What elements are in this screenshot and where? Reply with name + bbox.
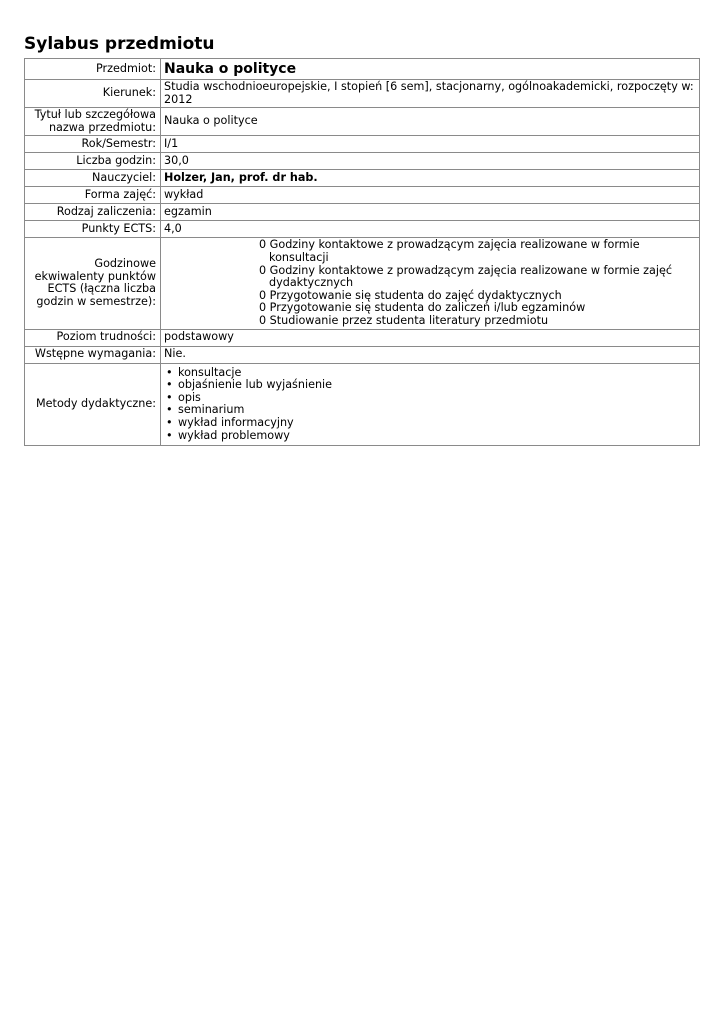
- value-poziom: podstawowy: [161, 329, 700, 346]
- ects-hours-item: 0 Przygotowanie się studenta do zaliczeń i/lub egzaminów: [259, 301, 586, 315]
- list-item: • wykład informacyjny: [166, 417, 696, 430]
- ects-hours-item: 0 Przygotowanie się studenta do zajęć dydaktycznych: [259, 288, 562, 302]
- value-ects: 4,0: [161, 221, 700, 238]
- list-item: • seminarium: [166, 404, 696, 417]
- label-rok: Rok/Semestr:: [25, 136, 161, 153]
- row-godziny: [25, 153, 700, 170]
- syllabus-table: [24, 58, 700, 446]
- list-item: • wykład problemowy: [166, 430, 696, 443]
- row-rok: [25, 136, 700, 153]
- value-forma: wykład: [161, 187, 700, 204]
- label-poziom: Poziom trudności:: [25, 329, 161, 346]
- value-rok: I/1: [161, 136, 700, 153]
- row-przedmiot: [25, 59, 700, 80]
- row-kierunek: [25, 80, 700, 108]
- row-zaliczenie: [25, 204, 700, 221]
- ects-hours-item: 0 Godziny kontaktowe z prowadzącym zajęcia realizowane w formie konsultacji: [259, 238, 640, 264]
- value-metody: [161, 363, 700, 446]
- row-ekwiwalenty: [25, 238, 700, 329]
- label-przedmiot: Przedmiot:: [25, 59, 161, 80]
- list-item: • objaśnienie lub wyjaśnienie: [166, 379, 696, 392]
- row-tytul: [25, 108, 700, 136]
- label-metody: Metody dydaktyczne:: [25, 363, 161, 446]
- value-ekwiwalenty: [161, 238, 700, 329]
- value-kierunek: Studia wschodnioeuropejskie, I stopień [6 sem], stacjonarny, ogólnoakademicki, rozpoczęty w: 2012: [161, 80, 700, 108]
- row-ects: [25, 221, 700, 238]
- label-kierunek: Kierunek:: [25, 80, 161, 108]
- value-wymagania: Nie.: [161, 346, 700, 363]
- label-zaliczenie: Rodzaj zaliczenia:: [25, 204, 161, 221]
- row-nauczyciel: [25, 170, 700, 187]
- row-forma: [25, 187, 700, 204]
- page-title: Sylabus przedmiotu: [24, 34, 215, 54]
- row-poziom: [25, 329, 700, 346]
- list-item: • opis: [166, 392, 696, 405]
- label-wymagania: Wstępne wymagania:: [25, 346, 161, 363]
- value-przedmiot: Nauka o polityce: [161, 59, 700, 80]
- label-godziny: Liczba godzin:: [25, 153, 161, 170]
- methods-list: [164, 364, 696, 446]
- ects-hours-item: 0 Studiowanie przez studenta literatury przedmiotu: [259, 313, 549, 327]
- label-ekwiwalenty: Godzinowe ekwiwalenty punktów ECTS (łączna liczba godzin w semestrze):: [25, 238, 161, 329]
- label-ects: Punkty ECTS:: [25, 221, 161, 238]
- value-zaliczenie: egzamin: [161, 204, 700, 221]
- label-forma: Forma zajęć:: [25, 187, 161, 204]
- row-wymagania: [25, 346, 700, 363]
- value-godziny: 30,0: [161, 153, 700, 170]
- label-nauczyciel: Nauczyciel:: [25, 170, 161, 187]
- ects-hours-list: [161, 238, 699, 328]
- label-tytul: Tytuł lub szczegółowa nazwa przedmiotu:: [25, 108, 161, 136]
- row-metody: [25, 363, 700, 446]
- ects-hours-item: 0 Godziny kontaktowe z prowadzącym zajęcia realizowane w formie zajęć dydaktycznych: [259, 263, 673, 290]
- value-tytul: Nauka o polityce: [161, 108, 700, 136]
- value-nauczyciel: Holzer, Jan, prof. dr hab.: [161, 170, 700, 187]
- list-item: • konsultacje: [166, 367, 696, 380]
